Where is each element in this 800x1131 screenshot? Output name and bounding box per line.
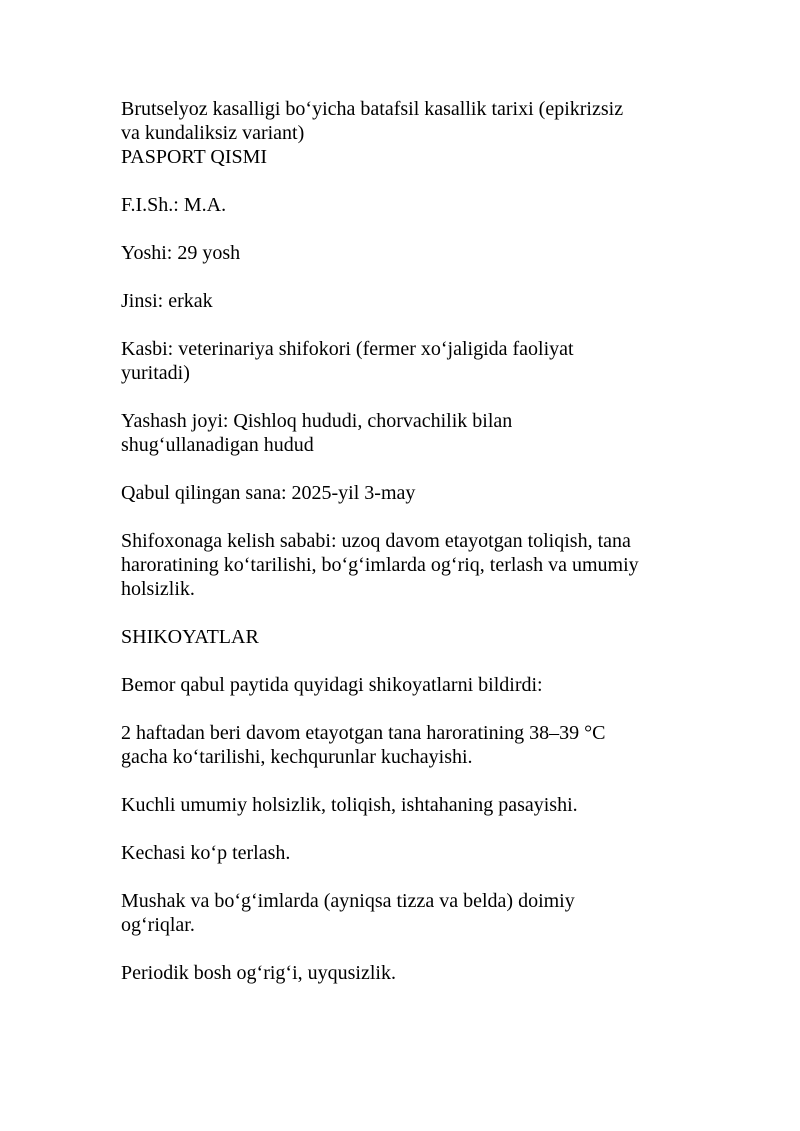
passport-heading: PASPORT QISMI [121,146,268,168]
patient-residence: Yashash joyi: Qishloq hududi, chorvachilik bilan shug‘ullanadigan hudud [121,410,513,456]
patient-initials: F.I.Sh.: M.A. [121,194,227,216]
complaints-heading: SHIKOYATLAR [121,626,259,648]
complaint-item: Kuchli umumiy holsizlik, toliqish, ishtahaning pasayishi. [121,794,578,816]
patient-occupation: Kasbi: veterinariya shifokori (fermer xo‘jaligida faoliyat yuritadi) [121,338,574,384]
complaint-item: Mushak va bo‘g‘imlarda (ayniqsa tizza va belda) doimiy og‘riqlar. [121,890,575,936]
complaints-intro: Bemor qabul paytida quyidagi shikoyatlarni bildirdi: [121,674,543,696]
complaint-item: Kechasi ko‘p terlash. [121,842,291,864]
document-title: Brutselyoz kasalligi bo‘yicha batafsil kasallik tarixi (epikrizsiz va kundaliksiz variant) [121,98,624,144]
admission-date: Qabul qilingan sana: 2025-yil 3-may [121,482,416,504]
patient-sex: Jinsi: erkak [121,290,213,312]
document-page [121,97,691,985]
admission-reason: Shifoxonaga kelish sababi: uzoq davom etayotgan toliqish, tana haroratining ko‘tarilishi, bo‘g‘imlarda og‘riq, terlash va umumiy holsizlik. [121,530,639,600]
complaint-item: Periodik bosh og‘rig‘i, uyqusizlik. [121,962,396,984]
patient-age: Yoshi: 29 yosh [121,242,241,264]
complaint-item: 2 haftadan beri davom etayotgan tana haroratining 38–39 °C gacha ko‘tarilishi, kechqurunlar kuchayishi. [121,722,606,768]
